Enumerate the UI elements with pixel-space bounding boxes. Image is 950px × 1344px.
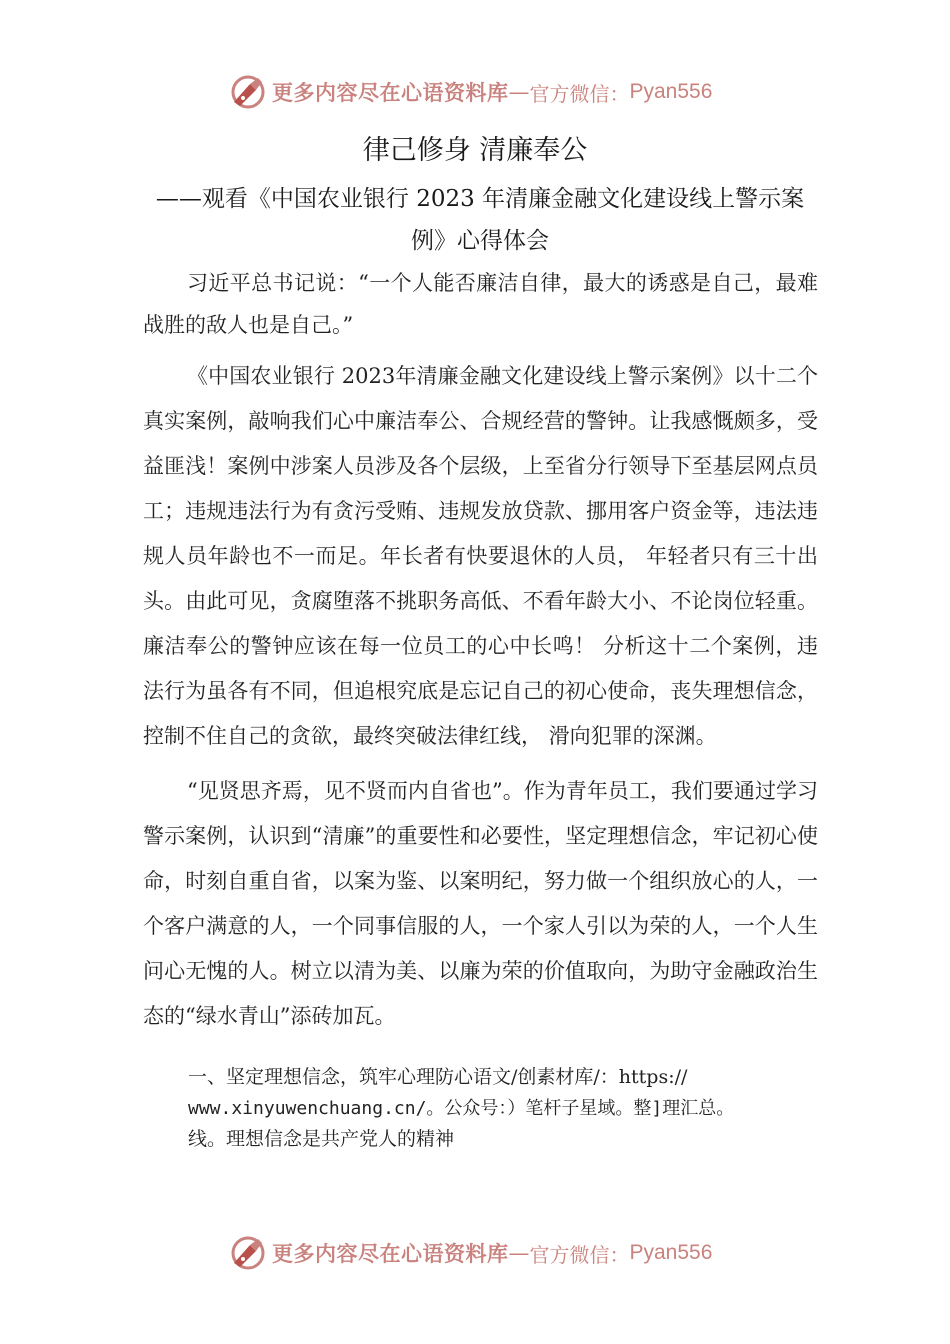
last-line	[188, 1124, 828, 1155]
banner-separator: —	[508, 1241, 530, 1265]
banner-main-text: 更多内容尽在心语资料库	[272, 1242, 509, 1266]
last-line	[188, 1062, 828, 1093]
pen-nib-logo-icon	[228, 1233, 268, 1273]
last-line-3: 线。理想信念是共产党人的精神	[188, 1128, 455, 1150]
banner-separator: —	[508, 80, 530, 104]
banner-wechat-id: Pyan556	[629, 80, 713, 103]
footer-banner	[228, 1233, 748, 1273]
document-title: 律己修身 清廉奉公	[362, 135, 588, 166]
banner-sub-text: 官方微信：	[529, 1242, 630, 1267]
paragraph: 习近平总书记说：“一个人能否廉洁自律，最大的诱惑是自己，最难战胜的敌人也是自己。”	[143, 271, 818, 337]
document-subtitle: ——观看《中国农业银行 2023 年清廉金融文化建设线上警示案例》心得体会	[155, 186, 805, 254]
last-line-1: 一、坚定理想信念，筑牢心理防心语文/创素材库/：https://	[188, 1066, 688, 1088]
paragraph: 《中国农业银行 2023年清廉金融文化建设线上警示案例》以十二个真实案例，敲响我们心中廉洁奉公、合规经营的警钟。让我感慨颇多，受益匪浅！案例中涉案人员涉及各个层级，上至省分行领导下至基层网点员工；违规违法行为有贪污受贿、违规发放贷款、挪用客户资金等，违法违规人员年龄也不一而足。年长者有快要退休的人员， 年轻者只有三十出头。由此可见，贪腐堕落不挑职务高低、不看年龄大小、不论岗位轻重。廉洁奉公的警钟应该在每一位员工的心中长鸣！ 分析这十二个案例，违法行为虽各有不同，但追根究底是忘记自己的初心使命，丧失理想信念，控制不住自己的贪欲，最终突破法律红线， 滑向犯罪的深渊。	[143, 364, 818, 748]
last-line-2: www.xinyuwenchuang.cn/。公众号：）笔杆子星域。整]理汇总。	[188, 1098, 735, 1119]
banner-wechat-id: Pyan556	[629, 1241, 713, 1264]
banner-sub-text: 官方微信：	[529, 81, 630, 106]
last-line	[188, 1093, 828, 1124]
header-banner	[228, 72, 748, 112]
document-last-section	[188, 1062, 828, 1155]
paragraph: “见贤思齐焉，见不贤而内自省也”。作为青年员工，我们要通过学习警示案例，认识到“清廉”的重要性和必要性，坚定理想信念，牢记初心使命，时刻自重自省，以案为鉴、以案明纪，努力做一个组织放心的人，一个客户满意的人，一个同事信服的人，一个家人引以为荣的人，一个人生问心无愧的人。树立以清为美、以廉为荣的价值取向，为助守金融政治生态的“绿水青山”添砖加瓦。	[143, 779, 818, 1028]
document-body	[143, 262, 818, 1039]
banner-main-text: 更多内容尽在心语资料库	[272, 81, 509, 105]
pen-nib-logo-icon	[228, 72, 268, 112]
